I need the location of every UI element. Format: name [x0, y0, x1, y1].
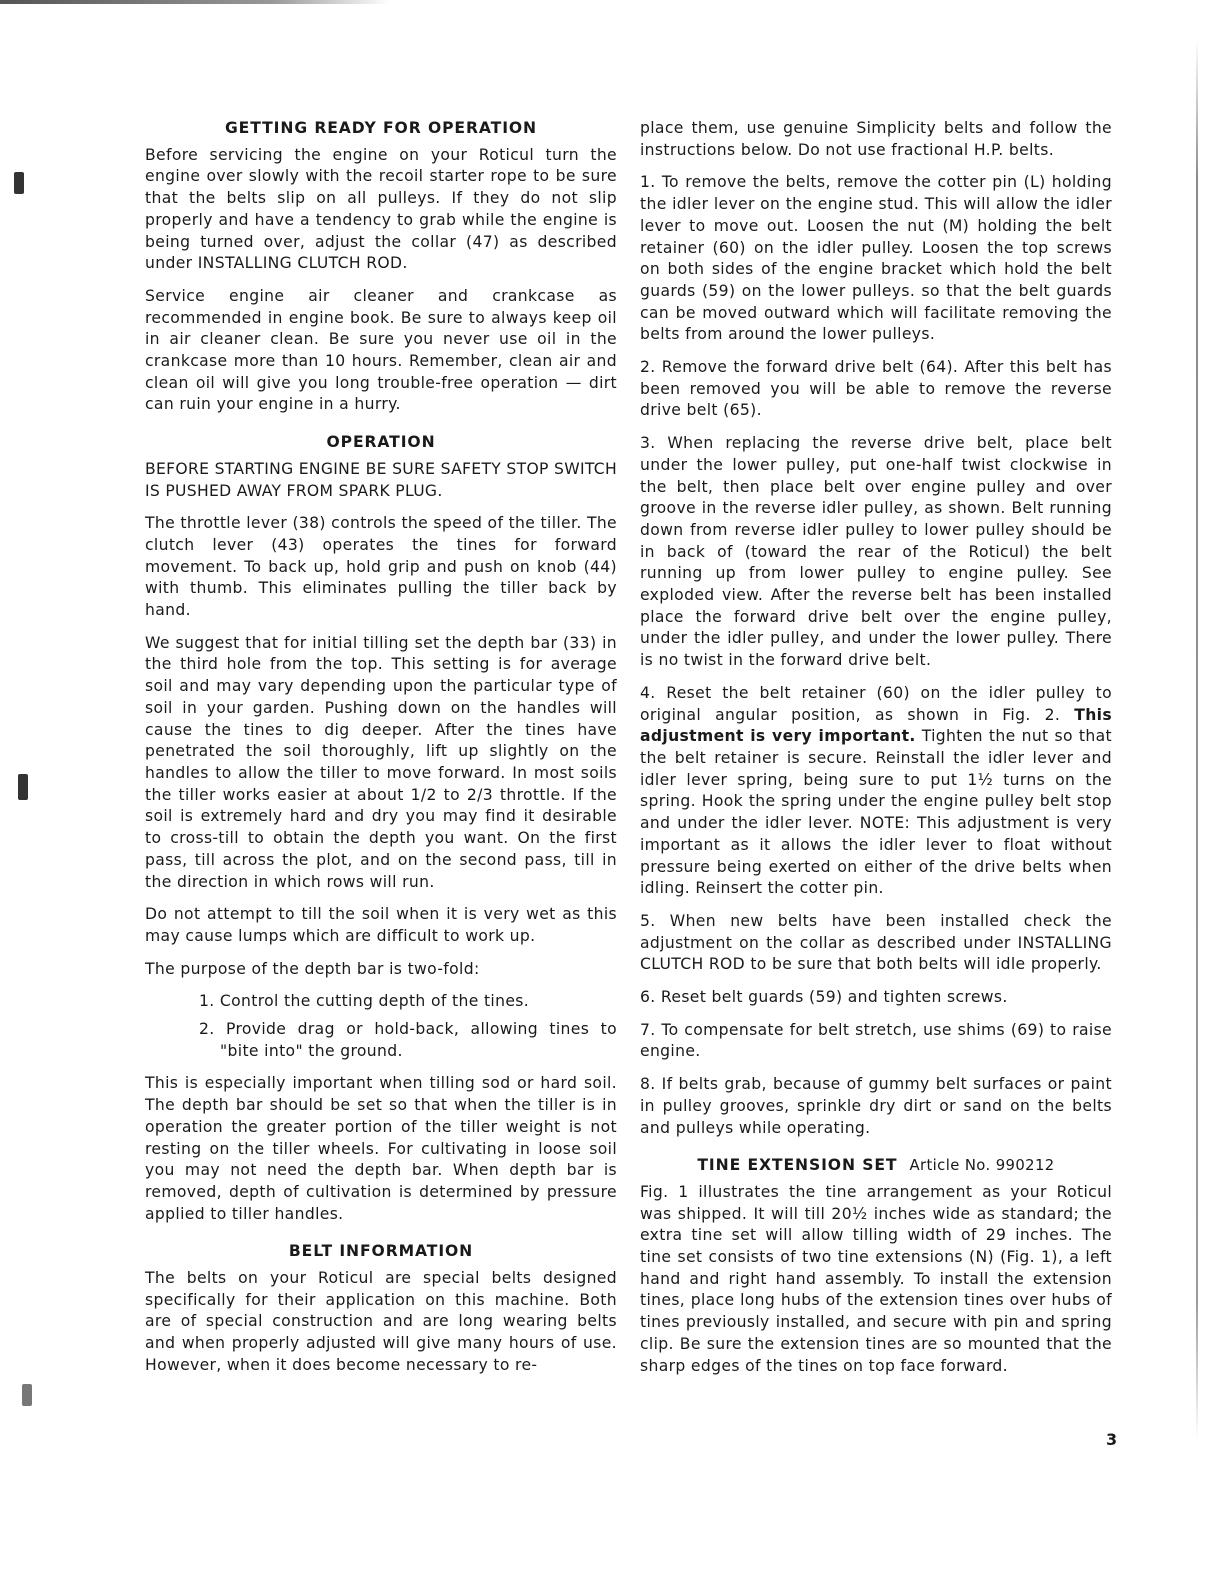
belt-step-4-before: 4. Reset the belt retainer (60) on the idler pulley to original angular position, as shown in Fig. 2.: [640, 683, 1112, 724]
scan-edge-right: [1196, 40, 1198, 1440]
belt-step-4-emphasis: This adjustment is very important.: [640, 705, 1112, 746]
belt-step-4-after: Tighten the nut so that the belt retainer is secure. Reinstall the idler lever and idler lever spring, being sure to put 1½ turns on the spring. Hook the spring under the engine pulley belt stop and under the idler lever. NOTE: This adjustment is very important as it allows the idler lever to float without pressure being exerted on either of the drive belts when idling. Reinsert the cotter pin.: [640, 727, 1112, 898]
operation-paragraph-4: The purpose of the depth bar is two-fold:: [145, 959, 480, 978]
binder-hole-mark-top: [14, 172, 24, 194]
operation-heading: OPERATION: [326, 433, 436, 452]
article-number: Article No. 990212: [909, 1157, 1055, 1175]
list-item: 2. Provide drag or hold-back, allowing tines to "bite into" the ground.: [199, 1020, 617, 1060]
belt-step-4: [640, 683, 1112, 900]
right-column: [640, 118, 1112, 1388]
belt-step-5: 5. When new belts have been installed check the adjustment on the collar as described under INSTALLING CLUTCH ROD to be sure that both belts will idle properly.: [640, 911, 1112, 974]
left-column: [145, 118, 617, 1388]
belt-step-2: 2. Remove the forward drive belt (64). After this belt has been removed you will be able to remove the reverse drive belt (65).: [640, 358, 1112, 420]
operation-paragraph-1: The throttle lever (38) controls the speed of the tiller. The clutch lever (43) operates the tines for forward movement. To back up, hold grip and push on knob (44) with thumb. This eliminates pulling the tiller back by hand.: [145, 514, 617, 620]
depth-bar-purpose-list: [145, 991, 617, 1062]
getting-ready-heading: GETTING READY FOR OPERATION: [224, 119, 537, 137]
belt-step-1: 1. To remove the belts, remove the cotter pin (L) holding the idler lever on the engine stud. This will allow the idler lever to move out. Loosen the nut (M) holding the belt retainer (60) on the idler pulley. Loosen the top screws on both sides of the engine bracket which hold the belt guards (59) on the lower pulleys. so that the belt guards can be moved outward which will facilitate removing the belts from around the lower pulleys.: [640, 173, 1112, 344]
operation-warning: BEFORE STARTING ENGINE BE SURE SAFETY STOP SWITCH IS PUSHED AWAY FROM SPARK PLUG.: [145, 459, 617, 500]
belt-step-6: 6. Reset belt guards (59) and tighten screws.: [640, 988, 1008, 1007]
getting-ready-paragraph-2: Service engine air cleaner and crankcase as recommended in engine book. Be sure to always keep oil in air cleaner clean. Be sure you never use oil in the crankcase more than 10 hours. Remember, clean air and clean oil will give you long trouble-free operation — dirt can ruin your engine in a hurry.: [145, 286, 617, 414]
operation-closing-paragraph: This is especially important when tilling sod or hard soil. The depth bar should be set so that when the tiller is in operation the greater portion of the tiller weight is not resting on the tiller wheels. For cultivating in loose soil you may not need the depth bar. When depth bar is removed, depth of cultivation is determined by pressure applied to tiller handles.: [145, 1074, 617, 1223]
page-number: 3: [1106, 1430, 1118, 1449]
operation-paragraph-2: We suggest that for initial tilling set the depth bar (33) in the third hole from the top. This setting is for average soil and may vary depending upon the particular type of soil in your garden. Pushing down on the handles will cause the tines to dig deeper. After the tines have penetrated the soil thoroughly, lift up slightly on the handles to allow the tiller to move forward. In most soils the tiller works easier at about 1/2 to 2/3 throttle. If the soil is extremely hard and dry you may find it desirable to cross-till to obtain the depth you want. On the first pass, till across the plot, and on the second pass, till in the direction in which rows will run.: [145, 633, 617, 891]
tine-extension-heading: [640, 1155, 1112, 1177]
belt-step-8: 8. If belts grab, because of gummy belt surfaces or paint in pulley grooves, sprinkle dry dirt or sand on the belts and pulleys while operating.: [640, 1075, 1112, 1137]
scan-edge-top: [0, 0, 390, 4]
belt-information-paragraph: The belts on your Roticul are special belts designed specifically for their application on this machine. Both are of special construction and are long wearing belts and when properly adjusted will give many hours of use. However, when it does become necessary to re-: [145, 1269, 617, 1374]
binder-hole-mark-bottom: [22, 1384, 32, 1406]
getting-ready-paragraph-1: Before servicing the engine on your Roticul turn the engine over slowly with the recoil starter rope to be sure that the belts slip on all pulleys. If they do not slip properly and have a tendency to grab while the engine is being turned over, adjust the collar (47) as described under INSTALLING CLUTCH ROD.: [145, 145, 617, 273]
operation-paragraph-3: Do not attempt to till the soil when it is very wet as this may cause lumps which are difficult to work up.: [145, 905, 617, 945]
belt-information-heading: BELT INFORMATION: [288, 1242, 474, 1261]
tine-extension-title: TINE EXTENSION SET: [697, 1156, 898, 1175]
belt-step-3: 3. When replacing the reverse drive belt, place belt under the lower pulley, put one-half twist clockwise in the belt, then place belt over engine pulley and over groove in the reverse idler pulley, as shown. Belt running down from reverse idler pulley to lower pulley should be in back of (toward the rear of the Roticul) the belt running up from lower pulley to engine pulley. See exploded view. After the reverse belt has been installed place the forward drive belt over the engine pulley, under the idler pulley, and under the lower pulley. There is no twist in the forward drive belt.: [640, 434, 1112, 670]
belt-step-7: 7. To compensate for belt stretch, use shims (69) to raise engine.: [640, 1020, 1112, 1061]
list-item: 1. Control the cutting depth of the tines.: [199, 992, 530, 1011]
tine-extension-paragraph: Fig. 1 illustrates the tine arrangement as your Roticul was shipped. It will till 20½ inches wide as standard; the extra tine set will allow tilling width of 29 inches. The tine set consists of two tine extensions (N) (Fig. 1), a left hand and right hand assembly. To install the extension tines, place long hubs of the extension tines over hubs of tines previously installed, and secure with pin and spring clip. Be sure the extension tines are so mounted that the sharp edges of the tines on top face forward.: [640, 1182, 1112, 1375]
belt-intro-paragraph: place them, use genuine Simplicity belts and follow the instructions below. Do not use fractional H.P. belts.: [640, 119, 1112, 159]
binder-hole-mark-middle: [18, 774, 28, 800]
